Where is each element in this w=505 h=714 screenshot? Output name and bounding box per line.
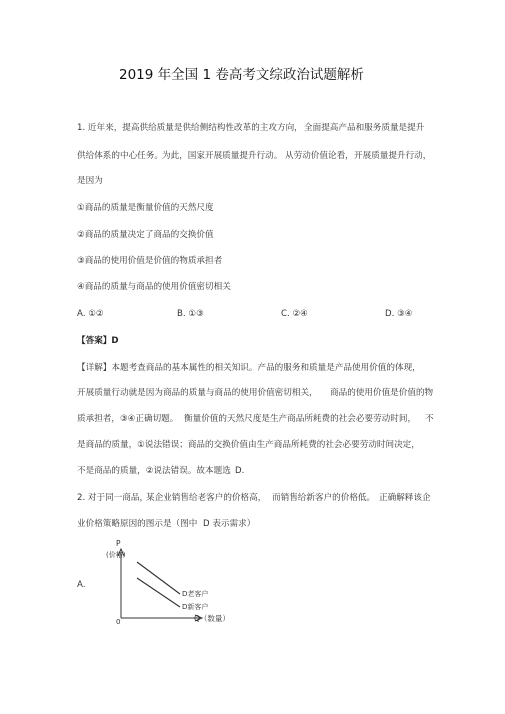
- statement-2: ②商品的质量决定了商品的交换价值: [77, 230, 214, 240]
- origin-label: 0: [116, 618, 121, 626]
- option-d: D. ③④: [385, 309, 413, 319]
- question-1-text: 供给体系的中心任务。: [77, 151, 163, 161]
- question-1-text: 开展质量提升行动，: [354, 151, 432, 161]
- explanation-text: 【详解】本题考查商品的基本属性的相关知识。产品的服务和质量是产品使用价值的体现，: [77, 363, 421, 373]
- question-2-text: D 表示需求）: [203, 519, 256, 529]
- question-2-text: 2. 对于同一商品，: [77, 493, 149, 503]
- question-2-text: 而销售给新客户的价格低。: [272, 493, 376, 503]
- x-axis-label: Q（数量）: [194, 614, 230, 623]
- explanation-text: 是商品的质量，①说法错误；商品的交换价值由生产商品所耗费的社会必要劳动时间决定，: [77, 440, 420, 450]
- question-1-text: 全面提高产品和服务质量是提升: [304, 123, 425, 133]
- statement-4: ④商品的质量与商品的使用价值密切相关: [77, 282, 231, 292]
- question-1-text: 为此，国家开展质量提升行动。: [162, 151, 283, 161]
- explanation-text: 开展质量行动就是因为商品的质量与商品的使用价值密切相关，: [77, 388, 318, 398]
- curve-label-old: D老客户: [182, 590, 209, 598]
- option-c: C. ②④: [281, 309, 308, 319]
- page-title: 2019 年全国 1 卷高考文综政治试题解析: [119, 67, 364, 83]
- question-2-text: 业价格策略原因的图示是（图中: [77, 519, 198, 529]
- y-axis-label: P: [116, 539, 121, 548]
- option-b: B. ①③: [177, 309, 204, 319]
- explanation-text: 衡量价值的天然尺度是生产商品所耗费的社会必要劳动时间，: [184, 414, 417, 424]
- answer-label: 【答案】D: [77, 336, 119, 346]
- statement-3: ③商品的使用价值是价值的物质承担者: [77, 256, 223, 266]
- demand-curve-new-customers: [137, 578, 180, 607]
- explanation-text: 不是商品的质量，②说法错误。故本题选: [77, 466, 231, 476]
- option-a-label: A.: [77, 580, 86, 590]
- statement-1: ①商品的质量是衡量价值的天然尺度: [77, 203, 214, 213]
- explanation-text: 商品的使用价值是价值的物: [330, 388, 434, 398]
- explanation-text: 质承担者，③④正确切题。: [77, 414, 179, 424]
- question-1-text: 是因为: [77, 176, 103, 186]
- demand-curve-old-customers: [137, 562, 180, 594]
- question-1-text: 1. 近年来，提高供给质量是供给侧结构性改革的主攻方向，: [77, 123, 303, 133]
- y-axis-sublabel: (价格): [106, 551, 126, 559]
- curve-label-new: D新客户: [182, 603, 209, 611]
- question-2-text: 某企业销售给老客户的价格高，: [146, 493, 267, 503]
- option-a: A. ①②: [77, 309, 104, 319]
- question-2-text: 正确解释该企: [379, 493, 431, 503]
- explanation-text: 不: [425, 414, 434, 424]
- question-1-text: 从劳动价值论看，: [285, 151, 354, 161]
- explanation-text: D.: [235, 466, 245, 476]
